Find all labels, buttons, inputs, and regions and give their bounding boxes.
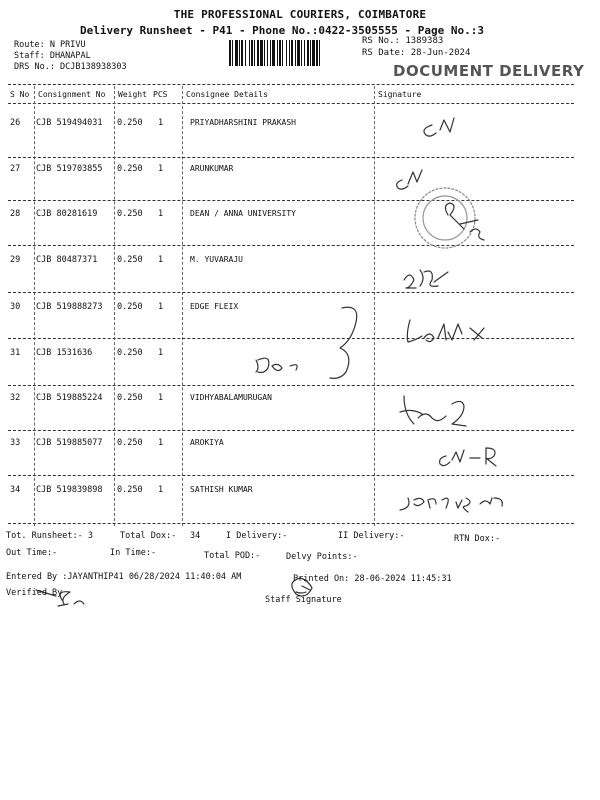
runsheet-subtitle: Delivery Runsheet - P41 - Phone No.:0422-3505555 - Page No.:3 [80, 24, 484, 37]
ii-delivery: II Delivery:- [338, 531, 405, 541]
drs-number: DRS No.: DCJB138938303 [14, 62, 127, 72]
col-sno: S No [10, 90, 30, 99]
row-weight: 0.250 [117, 255, 143, 265]
row-sno: 33 [10, 438, 21, 448]
row-weight: 0.250 [117, 164, 143, 174]
rs-date: RS Date: 28-Jun-2024 [362, 48, 471, 58]
row-pcs: 1 [158, 438, 164, 448]
total-pod: Total POD:- [204, 551, 261, 561]
verified-by: Verified By [6, 588, 63, 598]
row-divider [8, 200, 574, 201]
delivery-points: Delvy Points:- [286, 552, 358, 562]
row-consignee: SATHISH KUMAR [190, 485, 253, 494]
table-row [0, 302, 600, 322]
row-consignment: CJB 80487371 [36, 255, 98, 265]
row-weight: 0.250 [117, 485, 143, 495]
in-time: In Time:- [110, 548, 157, 558]
row-consignee: DEAN / ANNA UNIVERSITY [190, 209, 296, 218]
row-sno: 32 [10, 393, 21, 403]
rtn-dox: RTN Dox:- [454, 534, 501, 544]
row-sno: 28 [10, 209, 21, 219]
divider [8, 84, 574, 85]
table-row [0, 255, 600, 275]
row-pcs: 1 [158, 164, 164, 174]
row-pcs: 1 [158, 348, 164, 358]
total-dox-label: Total Dox:- [120, 531, 177, 541]
row-consignment: CJB 519494031 [36, 118, 103, 128]
row-weight: 0.250 [117, 393, 143, 403]
row-divider [8, 430, 574, 431]
row-consignment: CJB 519885077 [36, 438, 103, 448]
staff-label: Staff: DHANAPAL [14, 51, 91, 61]
row-consignment: CJB 519839898 [36, 485, 103, 495]
printed-on: Printed On: 28-06-2024 11:45:31 [293, 574, 452, 584]
row-pcs: 1 [158, 255, 164, 265]
barcode-image [229, 40, 355, 66]
row-pcs: 1 [158, 485, 164, 495]
row-consignee: EDGE FLEIX [190, 302, 239, 311]
row-weight: 0.250 [117, 118, 143, 128]
row-pcs: 1 [158, 302, 164, 312]
row-pcs: 1 [158, 393, 164, 403]
row-weight: 0.250 [117, 348, 143, 358]
company-title: THE PROFESSIONAL COURIERS, COIMBATORE [173, 8, 427, 21]
row-divider [8, 338, 574, 339]
col-signature: Signature [378, 90, 422, 99]
entered-by: Entered By :JAYANTHIP41 06/28/2024 11:40:04 AM [6, 572, 242, 582]
row-weight: 0.250 [117, 302, 143, 312]
out-time: Out Time:- [6, 548, 58, 558]
row-sno: 31 [10, 348, 21, 358]
document-delivery-stamp: DOCUMENT DELIVERY [393, 62, 585, 80]
col-consignment: Consignment No [38, 90, 106, 99]
row-weight: 0.250 [117, 438, 143, 448]
row-divider [8, 292, 574, 293]
row-weight: 0.250 [117, 209, 143, 219]
table-row [0, 118, 600, 138]
staff-signature: Staff Signature [265, 595, 342, 605]
row-consignee: ARUNKUMAR [190, 164, 234, 173]
row-consignee: AROKIYA [190, 438, 224, 447]
row-consignee: VIDHYABALAMURUGAN [190, 393, 272, 402]
row-divider [8, 157, 574, 158]
row-sno: 26 [10, 118, 21, 128]
total-dox-value: 34 [190, 531, 201, 541]
table-row [0, 393, 600, 413]
row-divider [8, 475, 574, 476]
row-consignee: M. YUVARAJU [190, 255, 243, 264]
row-sno: 29 [10, 255, 21, 265]
col-consignee: Consignee Details [186, 90, 268, 99]
total-runsheet: Tot. Runsheet:- 3 [6, 531, 93, 541]
divider [8, 103, 574, 104]
table-row [0, 209, 600, 229]
row-consignment: CJB 80281619 [36, 209, 98, 219]
row-divider [8, 245, 574, 246]
row-consignment: CJB 519703855 [36, 164, 103, 174]
route-label: Route: N PRIVU [14, 40, 86, 50]
col-pcs: PCS [153, 90, 168, 99]
row-pcs: 1 [158, 209, 164, 219]
rs-number: RS No.: 1389383 [362, 36, 444, 46]
row-consignment: CJB 519888273 [36, 302, 103, 312]
col-weight: Weight [118, 90, 147, 99]
row-divider [8, 523, 574, 524]
table-row [0, 438, 600, 458]
table-row [0, 485, 600, 505]
row-consignment: CJB 519885224 [36, 393, 103, 403]
row-pcs: 1 [158, 118, 164, 128]
row-sno: 34 [10, 485, 21, 495]
table-row [0, 164, 600, 184]
i-delivery: I Delivery:- [226, 531, 288, 541]
row-sno: 27 [10, 164, 21, 174]
table-row [0, 348, 600, 368]
row-sno: 30 [10, 302, 21, 312]
row-consignee: PRIYADHARSHINI PRAKASH [190, 118, 296, 127]
row-consignment: CJB 1531636 [36, 348, 93, 358]
row-divider [8, 385, 574, 386]
